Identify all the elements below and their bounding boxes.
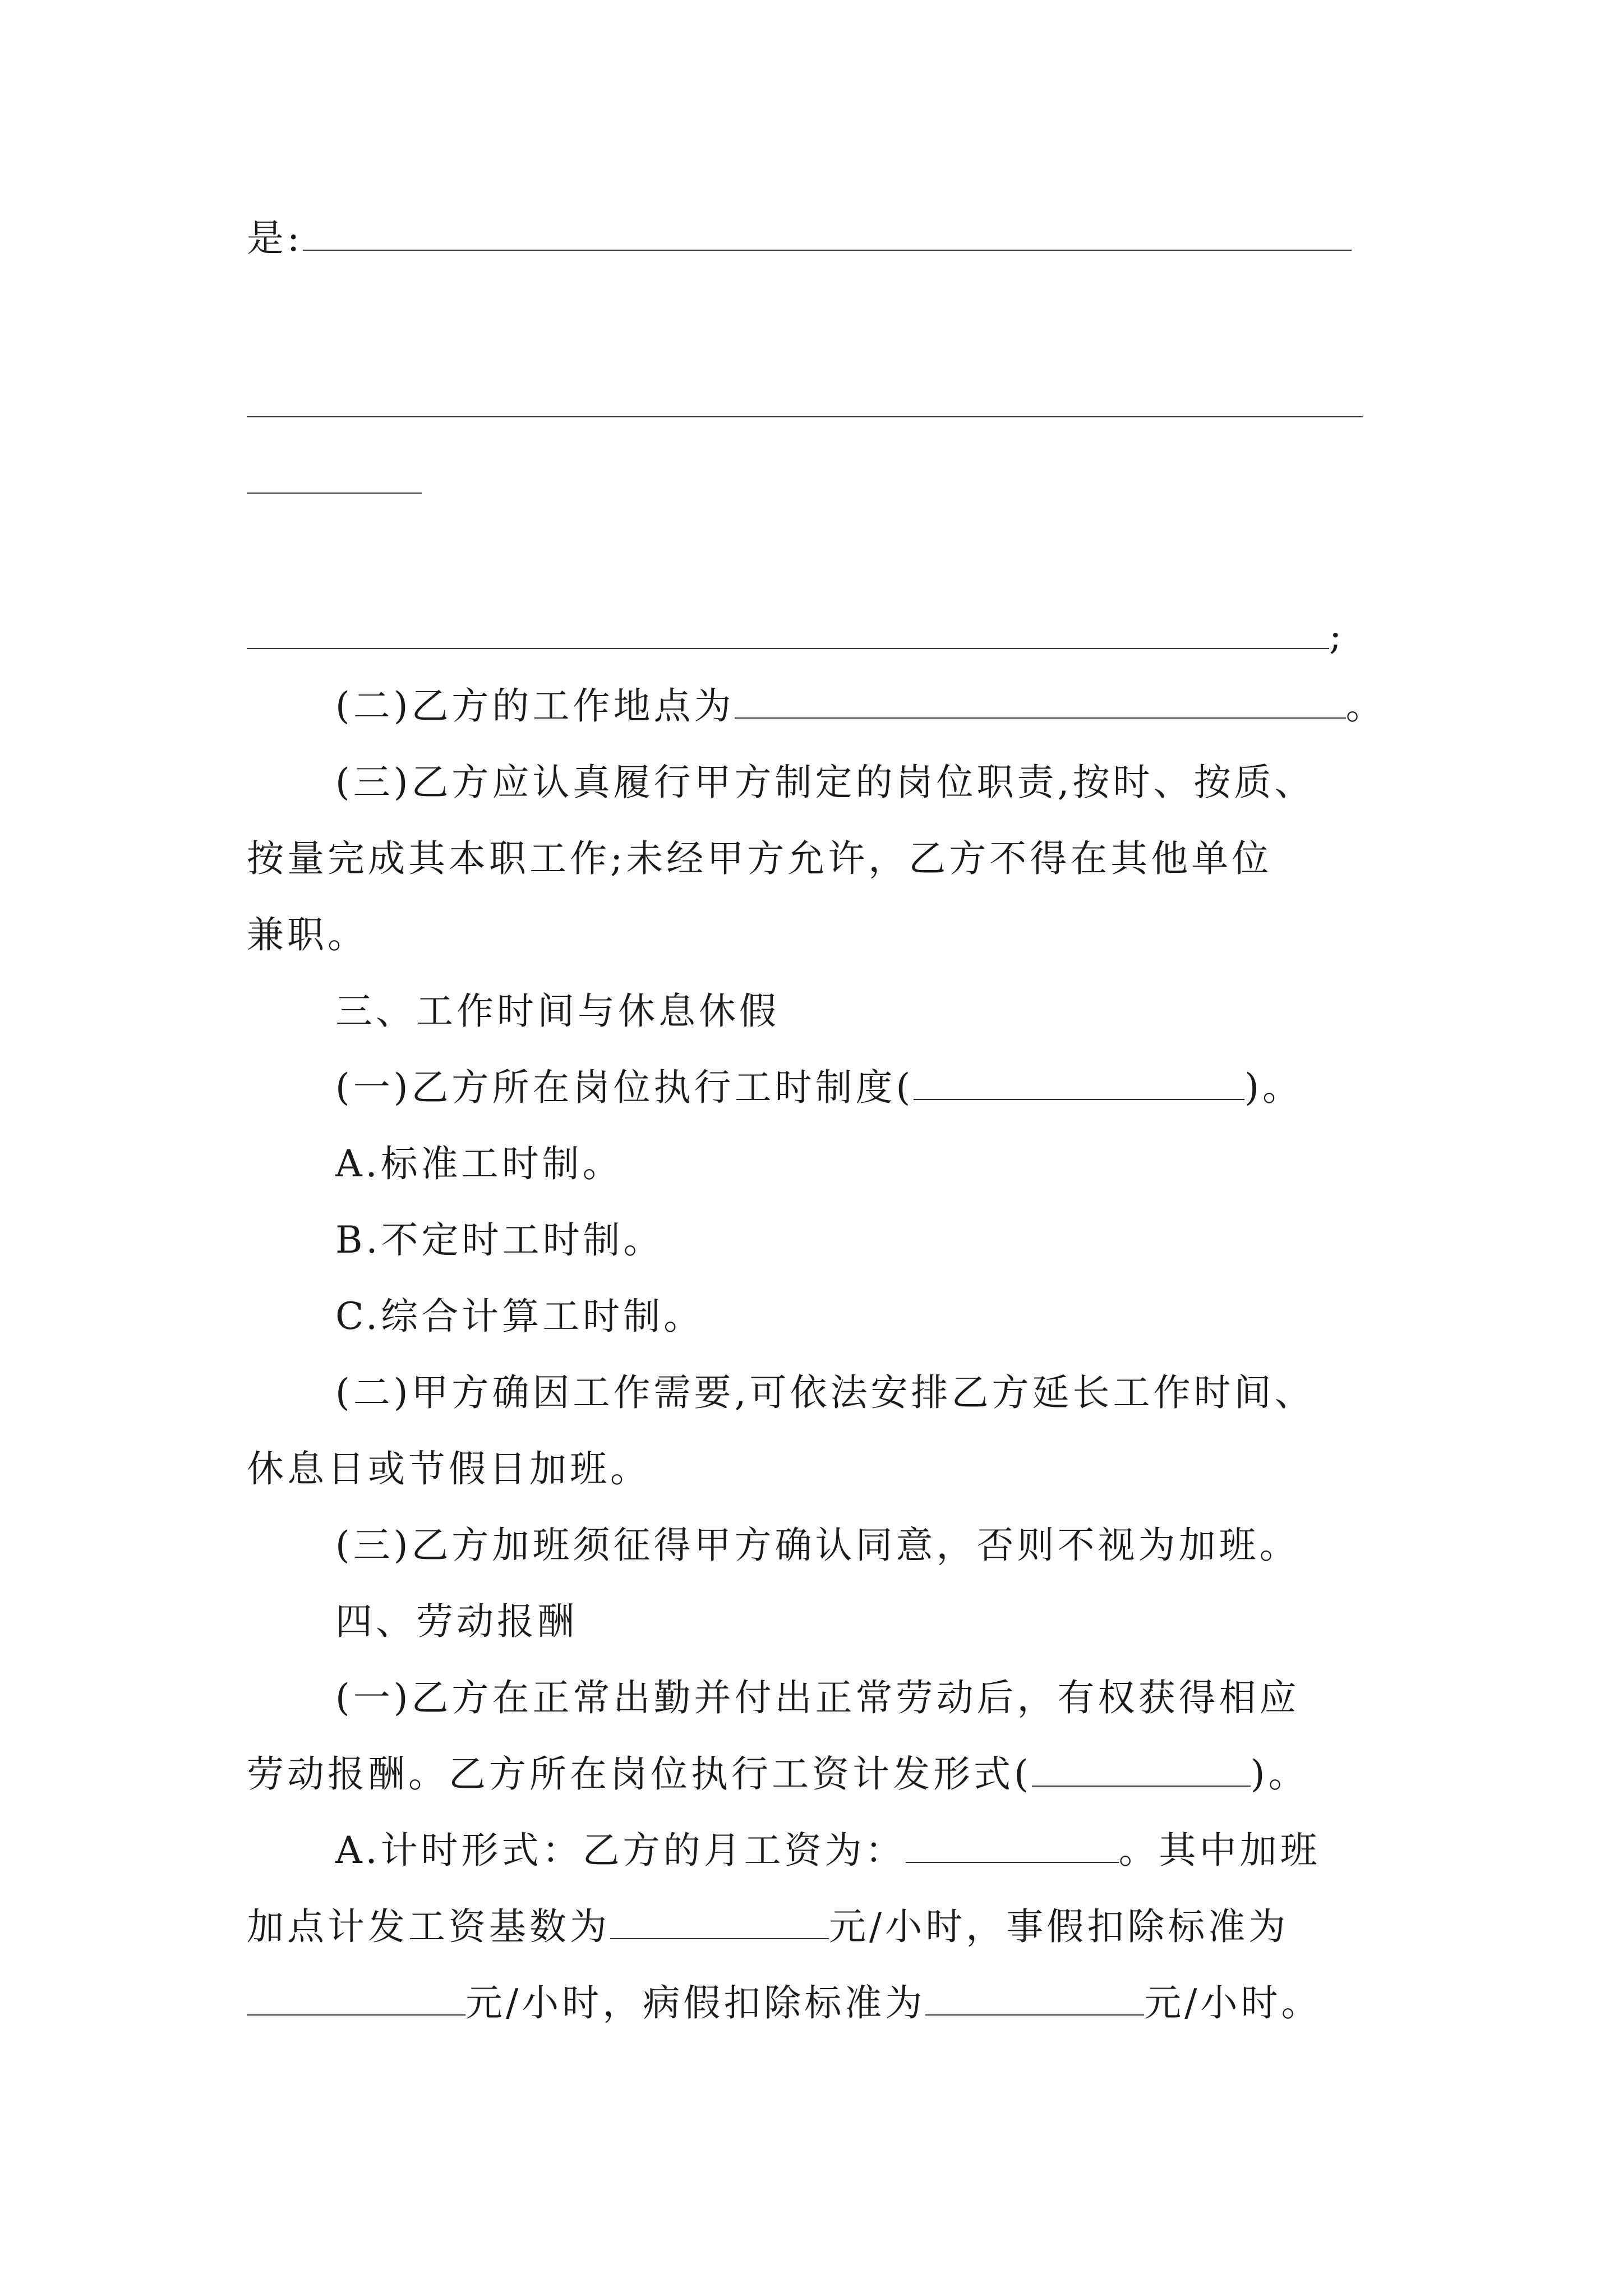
hours-system-line <box>335 1062 1303 1113</box>
hours-system-blank <box>914 1064 1244 1100</box>
wage-form-blank <box>1032 1751 1251 1787</box>
section-heading: 三、工作时间与休息休假 <box>335 990 780 1033</box>
wage-form-line <box>247 1749 1309 1800</box>
duties-end-blank <box>247 613 1329 649</box>
duties-end-semicolon: ; <box>1329 615 1345 658</box>
sick-leave-tail: 元/小时。 <box>1144 1981 1322 2024</box>
work-location-blank <box>735 683 1346 719</box>
paragraph-line: 按量完成其本职工作;未经甲方允许，乙方不得在其他单位 <box>247 837 1272 880</box>
hours-system-label: (一)乙方所在岗位执行工时制度( <box>335 1066 914 1109</box>
work-location-end: 。 <box>1345 684 1386 728</box>
blank-rule-1 <box>247 416 1363 417</box>
section-heading: 四、劳动报酬 <box>335 1600 578 1643</box>
paragraph-line: (一)乙方在正常出勤并付出正常劳动后，有权获得相应 <box>335 1676 1300 1719</box>
overtime-base-line <box>247 1902 1289 1952</box>
hours-system-end: )。 <box>1244 1066 1303 1109</box>
monthly-wage-line <box>335 1825 1321 1876</box>
paragraph-line: (三)乙方加班须征得甲方确认同意，否则不视为加班。 <box>335 1524 1300 1567</box>
overtime-base-label: 加点计发工资基数为 <box>247 1905 610 1948</box>
paragraph-line: 休息日或节假日加班。 <box>247 1447 651 1490</box>
wage-form-end: )。 <box>1250 1752 1309 1796</box>
duties-line <box>247 213 1352 264</box>
monthly-wage-blank <box>906 1827 1119 1863</box>
work-location-label: (二)乙方的工作地点为 <box>335 684 735 728</box>
leave-deduction-line <box>247 1978 1322 2028</box>
paragraph-line: (三)乙方应认真履行甲方制定的岗位职责,按时、按质、 <box>335 761 1315 804</box>
option-item: B.不定时工时制。 <box>335 1218 664 1262</box>
monthly-wage-label: A.计时形式：乙方的月工资为： <box>335 1829 906 1872</box>
paragraph-line: (二)甲方确因工作需要,可依法安排乙方延长工作时间、 <box>335 1371 1315 1414</box>
option-item: A.标准工时制。 <box>335 1142 623 1185</box>
blank-rule-2 <box>247 493 422 494</box>
paragraph-line: 兼职。 <box>247 913 368 956</box>
personal-leave-blank <box>247 1980 465 2016</box>
duties-blank <box>303 215 1352 251</box>
sick-leave-blank <box>925 1980 1144 2016</box>
option-item: C.综合计算工时制。 <box>335 1295 704 1338</box>
duties-prefix: 是: <box>247 217 303 260</box>
duties-end-line <box>247 611 1345 662</box>
wage-form-label: 劳动报酬。乙方所在岗位执行工资计发形式( <box>247 1752 1032 1796</box>
personal-leave-tail: 元/小时，病假扣除标准为 <box>465 1981 926 2024</box>
monthly-wage-tail: 。其中加班 <box>1118 1829 1321 1872</box>
overtime-base-blank <box>610 1903 829 1939</box>
work-location-line <box>335 681 1386 731</box>
overtime-base-tail: 元/小时，事假扣除标准为 <box>829 1905 1289 1948</box>
